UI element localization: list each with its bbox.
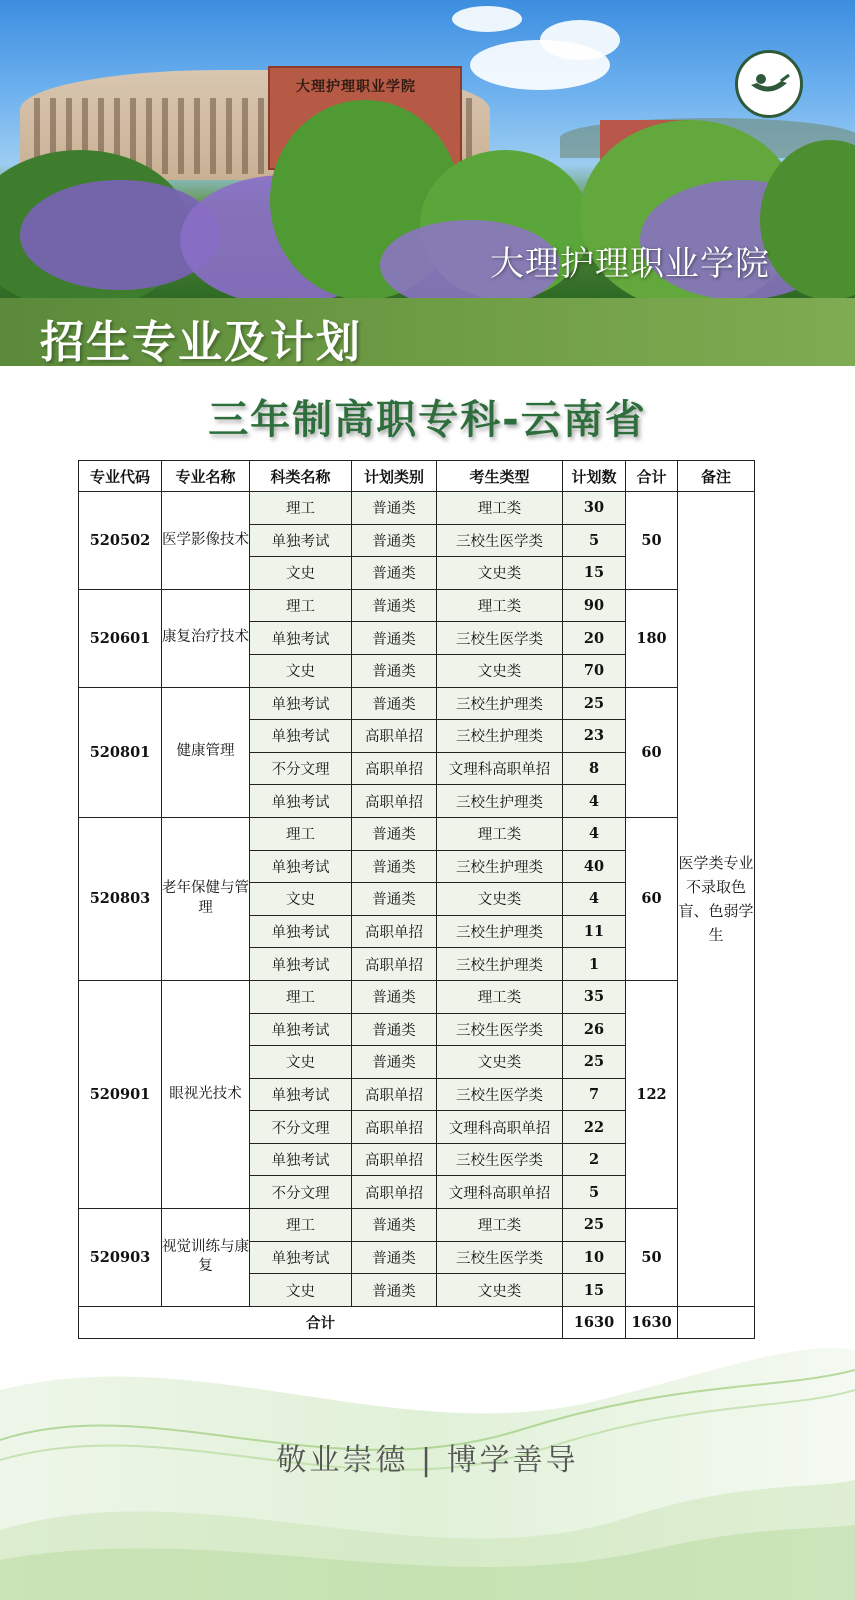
subject-type: 理工 (250, 1209, 352, 1242)
campus-photo (0, 0, 855, 298)
header-subject: 科类名称 (250, 461, 352, 492)
subject-type: 单独考试 (250, 720, 352, 753)
student-type: 文史类 (437, 557, 563, 590)
table-row (79, 687, 755, 720)
plan-count: 4 (563, 883, 626, 916)
plan-count: 26 (563, 1013, 626, 1046)
header-note: 备注 (678, 461, 755, 492)
subject-type: 文史 (250, 1046, 352, 1079)
plan-count: 25 (563, 1046, 626, 1079)
plan-count: 15 (563, 557, 626, 590)
table-row (79, 589, 755, 622)
student-type: 三校生医学类 (437, 1078, 563, 1111)
subject-type: 单独考试 (250, 524, 352, 557)
plan-count: 1 (563, 948, 626, 981)
campus-name-watermark: 大理护理职业学院 (490, 244, 770, 284)
plan-count: 2 (563, 1143, 626, 1176)
major-name: 健康管理 (162, 687, 250, 817)
plan-category: 高职单招 (352, 1143, 437, 1176)
major-code: 520901 (79, 980, 162, 1208)
subject-type: 单独考试 (250, 1078, 352, 1111)
plan-category: 普通类 (352, 1046, 437, 1079)
plan-category: 普通类 (352, 1209, 437, 1242)
major-name: 眼视光技术 (162, 980, 250, 1208)
major-code: 520601 (79, 589, 162, 687)
plan-count: 70 (563, 654, 626, 687)
subject-type: 单独考试 (250, 687, 352, 720)
plan-category: 高职单招 (352, 1078, 437, 1111)
sum-count: 1630 (563, 1306, 626, 1339)
subject-type: 理工 (250, 492, 352, 525)
sum-total: 1630 (626, 1306, 678, 1339)
subject-type: 单独考试 (250, 850, 352, 883)
remark: 医学类专业不录取色盲、色弱学生 (678, 492, 755, 1307)
plan-count: 7 (563, 1078, 626, 1111)
banner-title: 招生专业及计划 (40, 317, 362, 368)
major-name: 老年保健与管理 (162, 817, 250, 980)
major-name: 康复治疗技术 (162, 589, 250, 687)
subject-type: 理工 (250, 817, 352, 850)
plan-count: 23 (563, 720, 626, 753)
plan-category: 普通类 (352, 883, 437, 916)
plan-count: 25 (563, 1209, 626, 1242)
student-type: 三校生医学类 (437, 1013, 563, 1046)
plan-count: 4 (563, 817, 626, 850)
plan-category: 普通类 (352, 687, 437, 720)
subject-type: 单独考试 (250, 785, 352, 818)
student-type: 文理科高职单招 (437, 1111, 563, 1144)
subject-type: 单独考试 (250, 948, 352, 981)
student-type: 三校生医学类 (437, 622, 563, 655)
major-code: 520803 (79, 817, 162, 980)
plan-category: 普通类 (352, 622, 437, 655)
student-type: 理工类 (437, 980, 563, 1013)
student-type: 文史类 (437, 883, 563, 916)
major-name: 医学影像技术 (162, 492, 250, 590)
plan-category: 普通类 (352, 850, 437, 883)
major-total: 60 (626, 687, 678, 817)
table-row (79, 980, 755, 1013)
plan-count: 8 (563, 752, 626, 785)
student-type: 三校生护理类 (437, 915, 563, 948)
plan-category: 普通类 (352, 557, 437, 590)
header-code: 专业代码 (79, 461, 162, 492)
subject-type: 文史 (250, 654, 352, 687)
student-type: 三校生护理类 (437, 720, 563, 753)
subject-type: 文史 (250, 557, 352, 590)
plan-count: 30 (563, 492, 626, 525)
student-type: 三校生护理类 (437, 687, 563, 720)
plan-category: 普通类 (352, 589, 437, 622)
major-code: 520903 (79, 1209, 162, 1307)
plan-category: 高职单招 (352, 915, 437, 948)
plan-count: 4 (563, 785, 626, 818)
plan-count: 5 (563, 524, 626, 557)
student-type: 三校生医学类 (437, 1241, 563, 1274)
student-type: 三校生医学类 (437, 1143, 563, 1176)
subject-type: 单独考试 (250, 1013, 352, 1046)
student-type: 文史类 (437, 1046, 563, 1079)
plan-count: 5 (563, 1176, 626, 1209)
subject-type: 单独考试 (250, 915, 352, 948)
student-type: 文理科高职单招 (437, 752, 563, 785)
plan-count: 10 (563, 1241, 626, 1274)
college-logo (735, 50, 803, 118)
major-total: 60 (626, 817, 678, 980)
plan-count: 40 (563, 850, 626, 883)
header-count: 计划数 (563, 461, 626, 492)
table-header-row (79, 461, 755, 492)
college-motto: 敬业崇德 | 博学善导 (276, 1443, 579, 1478)
plan-count: 25 (563, 687, 626, 720)
major-total: 122 (626, 980, 678, 1208)
major-code: 520801 (79, 687, 162, 817)
plan-category: 普通类 (352, 492, 437, 525)
plan-count: 35 (563, 980, 626, 1013)
subject-type: 单独考试 (250, 1241, 352, 1274)
student-type: 文史类 (437, 1274, 563, 1307)
plan-category: 高职单招 (352, 1176, 437, 1209)
plan-count: 20 (563, 622, 626, 655)
subject-type: 单独考试 (250, 622, 352, 655)
header-total: 合计 (626, 461, 678, 492)
plan-category: 普通类 (352, 654, 437, 687)
plan-count: 22 (563, 1111, 626, 1144)
plan-category: 普通类 (352, 1013, 437, 1046)
page-subtitle: 三年制高职专科-云南省 (208, 397, 647, 443)
subject-type: 理工 (250, 980, 352, 1013)
header-major: 专业名称 (162, 461, 250, 492)
student-type: 三校生护理类 (437, 850, 563, 883)
student-type: 三校生护理类 (437, 948, 563, 981)
major-code: 520502 (79, 492, 162, 590)
header-student-type: 考生类型 (437, 461, 563, 492)
major-name: 视觉训练与康复 (162, 1209, 250, 1307)
lamp-icon (747, 69, 791, 99)
plan-category: 普通类 (352, 1274, 437, 1307)
subject-type: 不分文理 (250, 752, 352, 785)
plan-category: 普通类 (352, 524, 437, 557)
subject-type: 文史 (250, 883, 352, 916)
subject-type: 不分文理 (250, 1111, 352, 1144)
plan-count: 11 (563, 915, 626, 948)
header-category: 计划类别 (352, 461, 437, 492)
sum-label: 合计 (79, 1306, 563, 1339)
table-row (79, 492, 755, 525)
plan-category: 普通类 (352, 1241, 437, 1274)
student-type: 理工类 (437, 589, 563, 622)
subject-type: 不分文理 (250, 1176, 352, 1209)
plan-count: 90 (563, 589, 626, 622)
major-total: 180 (626, 589, 678, 687)
student-type: 理工类 (437, 817, 563, 850)
plan-category: 普通类 (352, 817, 437, 850)
plan-count: 15 (563, 1274, 626, 1307)
plan-category: 高职单招 (352, 1111, 437, 1144)
enrollment-plan-table (78, 460, 755, 1339)
plan-category: 高职单招 (352, 720, 437, 753)
plan-category: 高职单招 (352, 752, 437, 785)
building-sign: 大理护理职业学院 (296, 79, 416, 95)
plan-category: 普通类 (352, 980, 437, 1013)
student-type: 文史类 (437, 654, 563, 687)
plan-category: 高职单招 (352, 948, 437, 981)
student-type: 文理科高职单招 (437, 1176, 563, 1209)
subject-type: 文史 (250, 1274, 352, 1307)
student-type: 三校生医学类 (437, 524, 563, 557)
student-type: 理工类 (437, 1209, 563, 1242)
subject-type: 理工 (250, 589, 352, 622)
subject-type: 单独考试 (250, 1143, 352, 1176)
major-total: 50 (626, 492, 678, 590)
major-total: 50 (626, 1209, 678, 1307)
student-type: 理工类 (437, 492, 563, 525)
plan-category: 高职单招 (352, 785, 437, 818)
table-row (79, 1209, 755, 1242)
table-row (79, 817, 755, 850)
student-type: 三校生护理类 (437, 785, 563, 818)
